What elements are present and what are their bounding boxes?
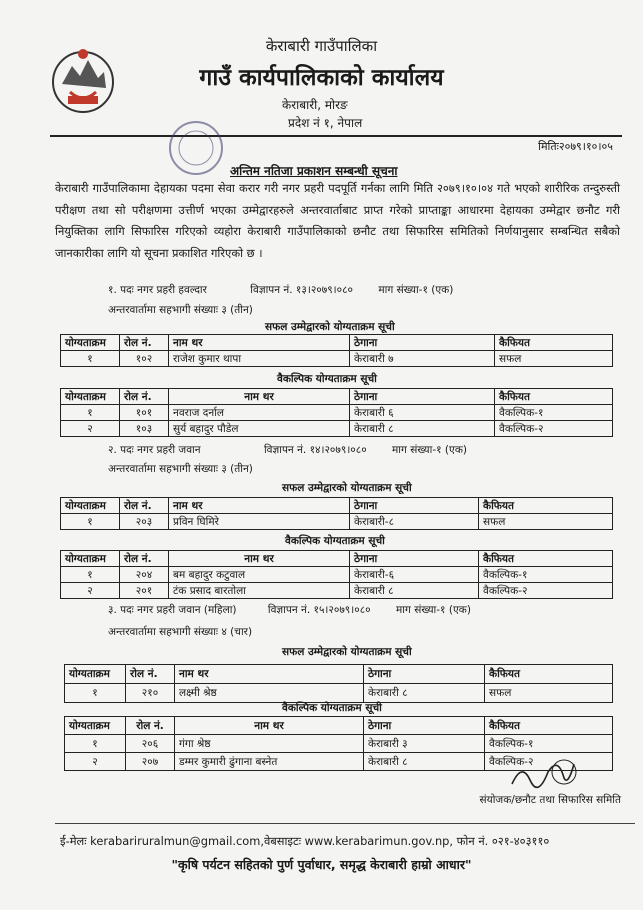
office-address: केराबारी, मोरङ [282,98,348,112]
alternate-table-1: योग्यताक्रम रोल नं. नाम थर ठेगाना कैफियत १ १०१ नवराज दर्नाल केराबारी ६ वैकल्पिक-१ २ १०३ सुर्य बहादुर पौडेल केराबारी ८ वैकल्पिक-२ [60,388,613,437]
col-address: ठेगाना [350,335,495,351]
office-stamp-icon [160,118,232,178]
participants-1: अन्तरवार्तामा सहभागी संख्याः ३ (तीन) [108,304,253,316]
table-row: १ २०६ गंगा श्रेष्ठ केराबारी ३ वैकल्पिक-१ [65,735,613,753]
notice-body: केराबारी गाउँपालिकामा देहायका पदमा सेवा करार गरी नगर प्रहरी पदपूर्ति गर्नका लागि मिति २०७९।१०।०४ गते भएको शारीरिक तन्दुरुस्ती परीक्षण तथा सो परीक्षणमा उत्तीर्ण भएका उम्मेद्वारहरुले अन्तरवार्ताबाट प्राप्त गरेको प्राप्ताङ्का आधारमा देहायका उम्मेद्वार छनौट गरी नियुक्तिका लागि सिफारिस गरिएको व्यहोरा केराबारी गाउँपालिकाको छनौट तथा सिफारिस समितिको निर्णयानुसार सम्बन्धित सबैको जानकारीका लागि यो सूचना प्रकाशित गरिएको छ । [55,181,620,260]
success-table-1 [60,334,613,367]
alternate-table-3: योग्यताक्रम रोल नं. नाम थर ठेगाना कैफियत १ २०६ गंगा श्रेष्ठ केराबारी ३ वैकल्पिक-१ २ २०७ डम्मर कुमारी ढुंगाना बस्नेत केराबारी ८ वैकल्पिक-२ [64,716,613,771]
ad-number: विज्ञापन नं. १३।२०७९।०८० [250,284,354,296]
contact-info: ई-मेलः kerabariruralmun@gmail.com,वेबसाइटः www.kerabarimun.gov.np, फोन नं. ०२१-४०३११० [60,834,550,848]
notice-date: मितिः२०७९।१०।०५ [538,140,613,153]
slogan: "कृषि पर्यटन सहितको पुर्ण पुर्वाधार, समृद्ध केराबारी हाम्रो आधार" [171,857,472,872]
col-roll: रोल नं. [120,335,169,351]
success-table-2: योग्यताक्रम रोल नं. नाम थर ठेगाना कैफियत १ २०३ प्रविन घिमिरे केराबारी-८ सफल [60,497,613,530]
post-line-3: ३. पदः नगर प्रहरी जवान (महिला) विज्ञापन नं. १५।२०७९।०८० माग संख्या-१ (एक) [108,604,471,616]
table-row: १ २०३ प्रविन घिमिरे केराबारी-८ सफल [61,514,613,530]
footer-divider [55,823,635,824]
table-row: २ १०३ सुर्य बहादुर पौडेल केराबारी ८ वैकल्पिक-२ [61,421,613,437]
post-line-1 [108,283,453,297]
signature-icon [508,752,578,792]
header-divider [50,135,622,137]
success-list-title-3: सफल उम्मेद्वारको योग्यताक्रम सूची [282,646,412,658]
signatory-title: संयोजक/छनौट तथा सिफारिस समिति [479,794,621,806]
col-rank: योग्यताक्रम [61,335,120,351]
col-remarks: कैफियत [495,335,613,351]
table-row: २ २०१ टंक प्रसाद बारतोला केराबारी ८ वैकल्पिक-२ [61,583,613,599]
participants-2: अन्तरवार्तामा सहभागी संख्याः ३ (तीन) [108,463,253,475]
office-province: प्रदेश नं १, नेपाल [288,116,363,130]
success-list-title-1: सफल उम्मेद्वारको योग्यताक्रम सूची [265,321,395,333]
demand-count: माग संख्या-१ (एक) [378,284,454,296]
success-table-3: योग्यताक्रम रोल नं. नाम थर ठेगाना कैफियत १ २१० लक्ष्मी श्रेष्ठ केराबारी ८ सफल [64,664,613,703]
alt-list-title-3: वैकल्पिक योग्यताक्रम सूची [282,702,382,714]
alternate-table-2: योग्यताक्रम रोल नं. नाम थर ठेगाना कैफियत १ २०४ बम बहादुर कटुवाल केराबारी-६ वैकल्पिक-१ २ २०१ टंक प्रसाद बारतोला केराबारी ८ वैकल्पिक-२ [60,550,613,599]
success-list-title-2: सफल उम्मेद्वारको योग्यताक्रम सूची [282,482,412,494]
municipality-name: केराबारी गाउँपालिका [265,37,378,55]
table-row: १ २१० लक्ष्मी श्रेष्ठ केराबारी ८ सफल [65,684,613,703]
table-row: १ २०४ बम बहादुर कटुवाल केराबारी-६ वैकल्पिक-१ [61,567,613,583]
notice-title: अन्तिम नतिजा प्रकाशन सम्बन्धी सूचना [230,164,398,178]
table-row: १ १०२ राजेश कुमार थापा केराबारी ७ सफल [61,351,613,367]
alt-list-title-2: वैकल्पिक योग्यताक्रम सूची [285,535,385,547]
post-title: १. पदः नगर प्रहरी हवल्दार [108,284,207,296]
table-row: १ १०१ नवराज दर्नाल केराबारी ६ वैकल्पिक-१ [61,405,613,421]
table-row: २ २०७ डम्मर कुमारी ढुंगाना बस्नेत केराबारी ८ वैकल्पिक-२ [65,753,613,771]
alt-list-title-1: वैकल्पिक योग्यताक्रम सूची [277,373,377,385]
post-line-2: २. पदः नगर प्रहरी जवान विज्ञापन नं. १४।२०७९।०८० माग संख्या-१ (एक) [108,444,467,456]
participants-3: अन्तरवार्तामा सहभागी संख्याः ४ (चार) [108,626,253,638]
col-name: नाम थर [169,335,350,351]
office-title: गाउँ कार्यपालिकाको कार्यालय [199,65,444,91]
